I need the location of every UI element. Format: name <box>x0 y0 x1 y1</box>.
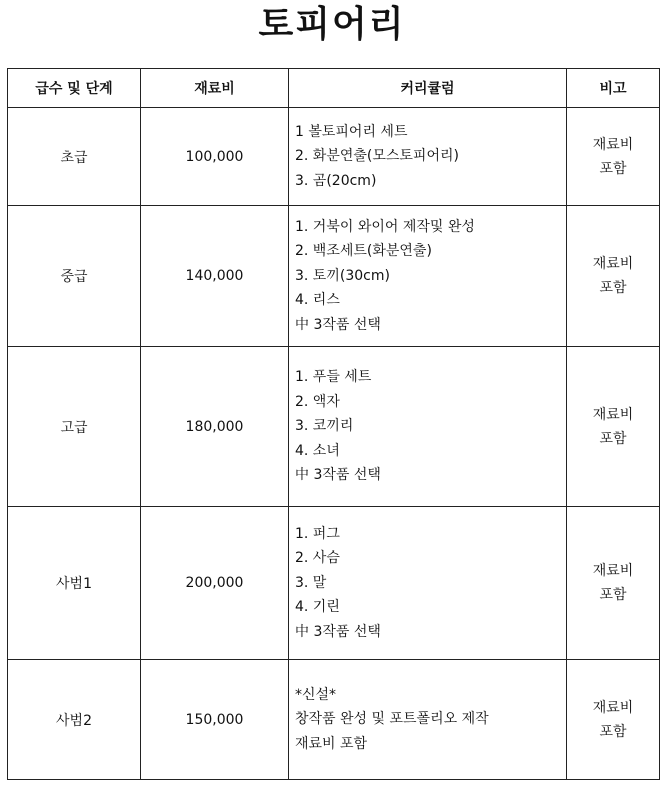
curriculum-item: 재료비 포함 <box>295 735 368 752</box>
note-line: 포함 <box>599 723 627 740</box>
curriculum-item: 1. 푸들 세트 <box>295 369 372 386</box>
table-header-row <box>8 69 660 108</box>
note-cell <box>567 108 660 206</box>
cost-cell: 200,000 <box>141 507 289 660</box>
note-line: 재료비 <box>592 256 634 272</box>
curriculum-item: 4. 기린 <box>295 599 340 616</box>
curriculum-item: 中 3작품 선택 <box>295 623 381 640</box>
curriculum-item: 2. 화분연출(모스토피어리) <box>295 148 459 165</box>
table-row <box>8 108 660 206</box>
curriculum-item: 2. 액자 <box>295 393 340 410</box>
note-cell <box>567 507 660 660</box>
cost-cell: 150,000 <box>141 660 289 780</box>
table-row <box>8 206 660 347</box>
curriculum-cell <box>289 108 567 206</box>
curriculum-cell <box>289 507 567 660</box>
level-cell: 사범1 <box>8 507 141 660</box>
cost-cell: 140,000 <box>141 206 289 347</box>
table-row <box>8 507 660 660</box>
note-line: 재료비 <box>592 699 634 716</box>
curriculum-item: *신설* <box>295 686 337 703</box>
curriculum-item: 2. 사슴 <box>295 550 340 567</box>
cost-cell: 180,000 <box>141 347 289 507</box>
curriculum-item: 3. 곰(20cm) <box>295 172 377 189</box>
curriculum-cell <box>289 347 567 507</box>
curriculum-cell <box>289 206 567 347</box>
curriculum-item: 창작품 완성 및 포트폴리오 제작 <box>295 711 489 728</box>
note-cell <box>567 347 660 507</box>
note-line: 포함 <box>599 160 627 177</box>
level-cell: 중급 <box>8 206 141 347</box>
curriculum-item: 1. 거북이 와이어 제작및 완성 <box>295 218 475 235</box>
header-cost: 재료비 <box>141 69 289 108</box>
cost-cell: 100,000 <box>141 108 289 206</box>
curriculum-item: 中 3작품 선택 <box>295 467 381 484</box>
level-cell: 고급 <box>8 347 141 507</box>
curriculum-item: 3. 코끼리 <box>295 418 354 435</box>
note-line: 재료비 <box>592 136 634 153</box>
curriculum-item: 3. 토끼(30cm) <box>295 267 390 284</box>
page-title: 토피어리 <box>258 4 406 45</box>
table-row <box>8 660 660 780</box>
table-row <box>8 347 660 507</box>
note-cell <box>567 660 660 780</box>
curriculum-item: 中 3작품 선택 <box>295 316 381 333</box>
curriculum-item: 2. 백조세트(화분연출) <box>295 243 432 260</box>
note-line: 포함 <box>599 280 627 296</box>
note-line: 포함 <box>599 430 627 447</box>
note-line: 포함 <box>599 587 627 603</box>
curriculum-item: 1. 퍼그 <box>295 525 340 542</box>
curriculum-item: 1 볼토피어리 세트 <box>295 123 408 140</box>
curriculum-table <box>7 68 660 780</box>
note-line: 재료비 <box>592 563 634 579</box>
level-cell: 초급 <box>8 108 141 206</box>
header-level: 급수 및 단계 <box>8 69 141 108</box>
level-cell: 사범2 <box>8 660 141 780</box>
note-line: 재료비 <box>592 406 634 423</box>
curriculum-item: 4. 리스 <box>295 292 340 309</box>
header-curriculum: 커리큘럼 <box>289 69 567 108</box>
note-cell <box>567 206 660 347</box>
header-note: 비고 <box>567 69 660 108</box>
curriculum-cell <box>289 660 567 780</box>
curriculum-item: 3. 말 <box>295 574 327 591</box>
curriculum-item: 4. 소녀 <box>295 442 340 459</box>
